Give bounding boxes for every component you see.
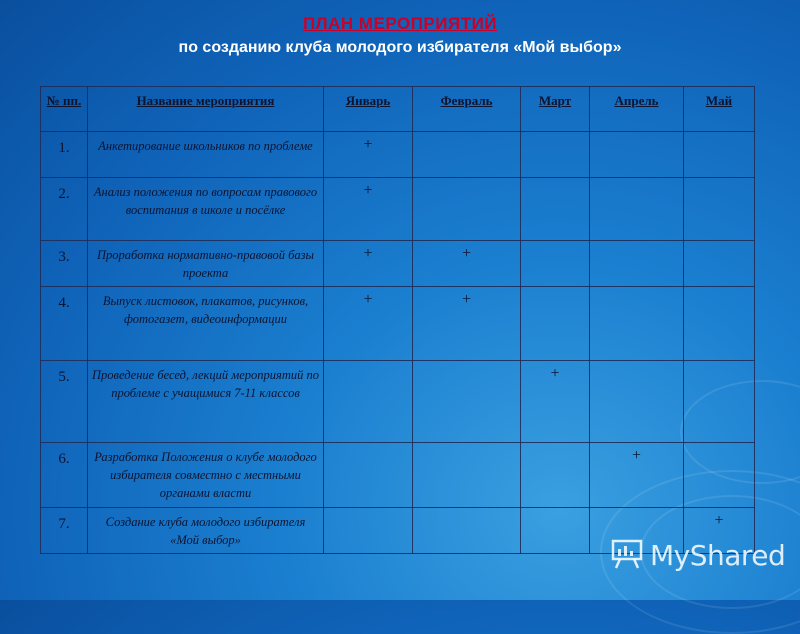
mark-january: + [324, 241, 413, 287]
row-number: 1. [41, 132, 88, 178]
mark-march [521, 178, 590, 241]
mark-january: + [324, 178, 413, 241]
mark-march [521, 443, 590, 508]
mark-may: + [684, 508, 755, 554]
mark-january [324, 361, 413, 443]
mark-april [590, 287, 684, 361]
mark-april [590, 241, 684, 287]
row-number: 5. [41, 361, 88, 443]
presentation-board-icon [610, 536, 644, 575]
mark-march [521, 132, 590, 178]
table-row [41, 361, 755, 443]
mark-january [324, 508, 413, 554]
header-may: Май [684, 87, 755, 132]
row-number: 7. [41, 508, 88, 554]
row-number: 3. [41, 241, 88, 287]
mark-may [684, 178, 755, 241]
mark-february [413, 443, 521, 508]
mark-february [413, 361, 521, 443]
row-number: 2. [41, 178, 88, 241]
header-task-name: Название мероприятия [88, 87, 324, 132]
table-row [41, 241, 755, 287]
task-name: Проведение бесед, лекций мероприятий по проблеме с учащимися 7-11 классов [88, 361, 324, 443]
mark-april [590, 361, 684, 443]
row-number: 6. [41, 443, 88, 508]
mark-march [521, 287, 590, 361]
header-april: Апрель [590, 87, 684, 132]
row-number: 4. [41, 287, 88, 361]
mark-march: + [521, 361, 590, 443]
mark-february: + [413, 287, 521, 361]
mark-may [684, 443, 755, 508]
watermark-text: MyShared [650, 539, 786, 572]
mark-april: + [590, 443, 684, 508]
mark-april [590, 178, 684, 241]
table-header-row [41, 87, 755, 132]
mark-january: + [324, 132, 413, 178]
mark-february: + [413, 241, 521, 287]
task-name: Анализ положения по вопросам правового воспитания в школе и посёлке [88, 178, 324, 241]
task-name: Выпуск листовок, плакатов, рисунков, фотогазет, видеоинформации [88, 287, 324, 361]
header-march: Март [521, 87, 590, 132]
plan-table [40, 86, 755, 554]
watermark-logo [610, 536, 785, 575]
page-title: ПЛАН МЕРОПРИЯТИЙ [302, 14, 498, 33]
mark-may [684, 132, 755, 178]
mark-april [590, 132, 684, 178]
task-name: Анкетирование школьников по проблеме [88, 132, 324, 178]
mark-march [521, 241, 590, 287]
mark-may [684, 287, 755, 361]
mark-february [413, 132, 521, 178]
table-row [41, 443, 755, 508]
mark-march [521, 508, 590, 554]
title-block [0, 14, 800, 57]
mark-january: + [324, 287, 413, 361]
table-row [41, 287, 755, 361]
mark-may [684, 241, 755, 287]
header-february: Февраль [413, 87, 521, 132]
mark-february [413, 178, 521, 241]
task-name: Разработка Положения о клубе молодого избирателя совместно с местными органами власти [88, 443, 324, 508]
mark-may [684, 361, 755, 443]
table-row [41, 178, 755, 241]
mark-february [413, 508, 521, 554]
page-subtitle: по созданию клуба молодого избирателя «Мой выбор» [178, 39, 622, 56]
table-row [41, 132, 755, 178]
header-january: Январь [324, 87, 413, 132]
task-name: Проработка нормативно-правовой базы проекта [88, 241, 324, 287]
task-name: Создание клуба молодого избирателя «Мой выбор» [88, 508, 324, 554]
header-number: № пп. [41, 87, 88, 132]
mark-january [324, 443, 413, 508]
